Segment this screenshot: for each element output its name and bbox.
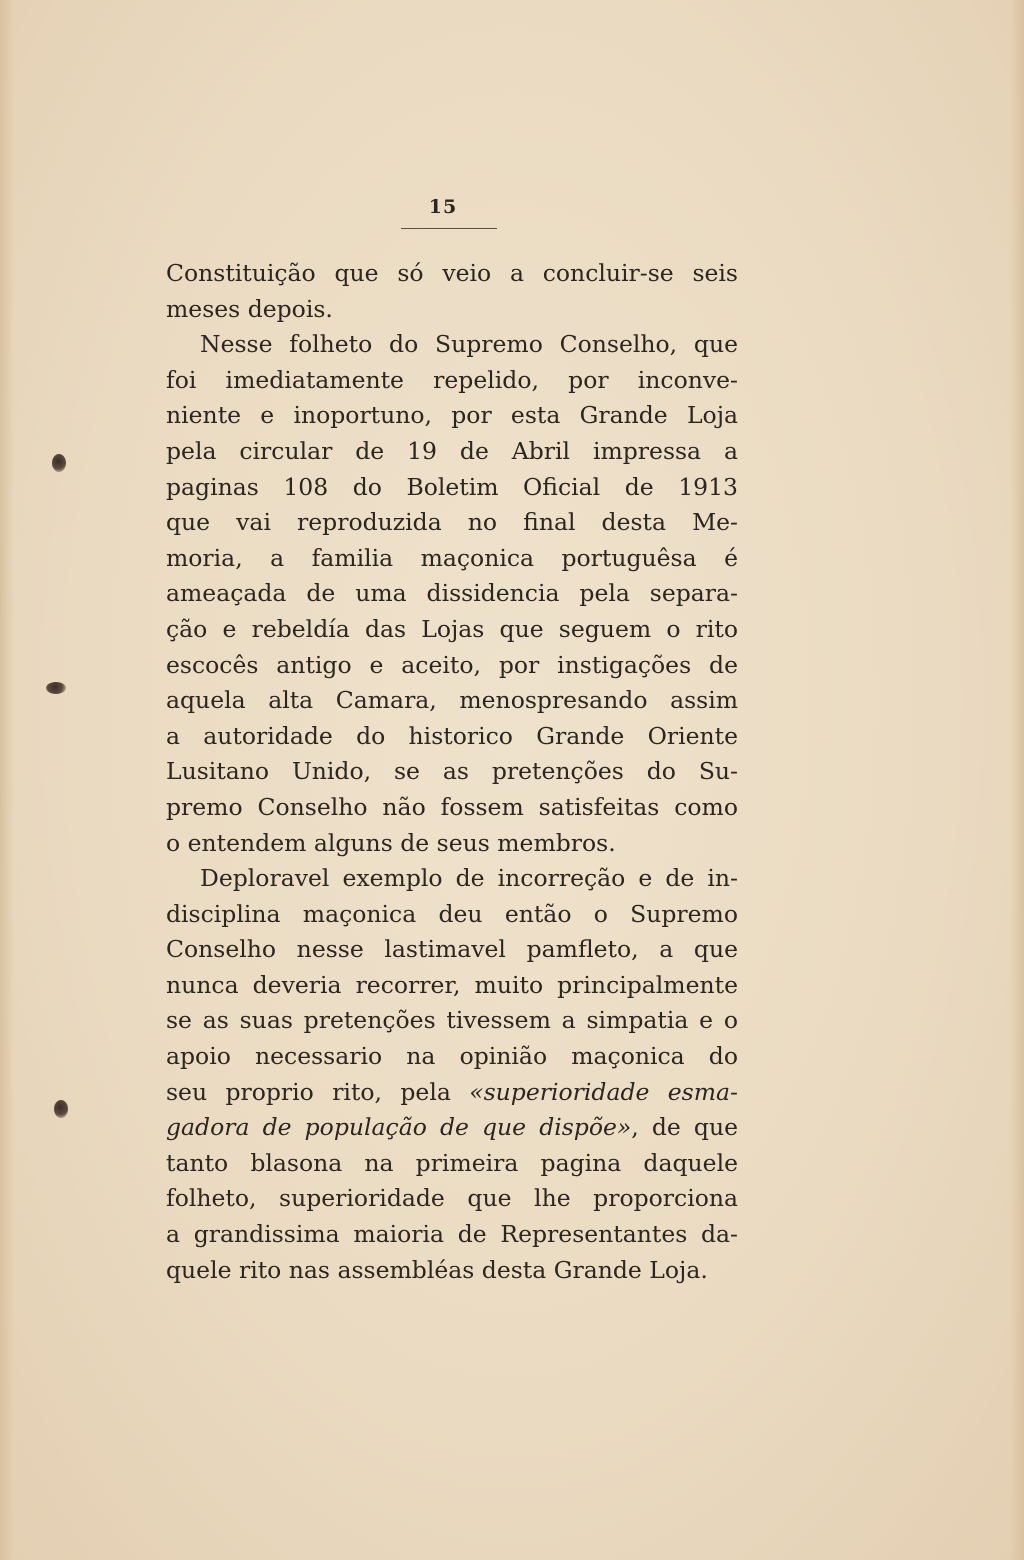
text-line: apoio necessario na opinião maçonica do [166, 1042, 738, 1071]
page-edge-left [0, 0, 14, 1560]
text-line: aquela alta Camara, menospresando assim [166, 686, 738, 715]
page-edge-right [1010, 0, 1024, 1560]
binding-hole-middle [46, 682, 66, 694]
binding-hole-top [52, 454, 66, 472]
text-line: Lusitano Unido, se as pretenções do Su- [166, 757, 738, 786]
text-line: niente e inoportuno, por esta Grande Loja [166, 401, 738, 430]
text-line: que vai reproduzida no final desta Me- [166, 508, 738, 537]
text-line-mixed [166, 1110, 738, 1146]
binding-hole-bottom [54, 1100, 68, 1118]
text-line: moria, a familia maçonica portuguêsa é [166, 543, 738, 572]
body-text [166, 256, 738, 1288]
text-line: se as suas pretenções tivessem a simpatia e o [166, 1006, 738, 1035]
text-line: nunca deveria recorrer, muito principalmente [166, 970, 738, 999]
text-line: ameaçada de uma dissidencia pela separa- [166, 579, 738, 608]
text-line-mixed [166, 1075, 738, 1111]
text-line: Conselho nesse lastimavel pamfleto, a que [166, 935, 738, 964]
text-line: ção e rebeldía das Lojas que seguem o rito [166, 614, 738, 643]
text-line: Nesse folheto do Supremo Conselho, que [200, 330, 738, 359]
text-line: paginas 108 do Boletim Oficial de 1913 [166, 472, 738, 501]
page-number: 15 [428, 196, 458, 218]
text-line: disciplina maçonica deu então o Supremo [166, 899, 738, 928]
text-line: foi imediatamente repelido, por inconve- [166, 365, 738, 394]
text-line: Deploravel exemplo de incorreção e de in- [200, 864, 738, 893]
text-line: pela circular de 19 de Abril impressa a [166, 436, 738, 465]
italic-segment: «superioridade esma- [469, 1077, 738, 1106]
italic-segment: gadora de população de que dispõe» [166, 1113, 632, 1142]
text-line: escocês antigo e aceito, por instigações de [166, 650, 738, 679]
text-line: folheto, superioridade que lhe proporciona [166, 1184, 738, 1213]
text-segment: seu proprio rito, pela [166, 1077, 451, 1106]
text-line: o entendem alguns de seus membros. [166, 828, 616, 857]
text-line: a autoridade do historico Grande Oriente [166, 721, 738, 750]
text-line: premo Conselho não fossem satisfeitas como [166, 792, 738, 821]
text-line: Constituição que só veio a concluir-se seis [166, 259, 738, 287]
text-line: quele rito nas assembléas desta Grande Loja. [166, 1255, 708, 1284]
text-line: tanto blasona na primeira pagina daquele [166, 1148, 738, 1177]
page-number-rule [401, 228, 497, 229]
text-line: a grandissima maioria de Representantes da- [166, 1220, 738, 1249]
text-line: meses depois. [166, 294, 333, 323]
text-segment: , de que [631, 1113, 738, 1142]
